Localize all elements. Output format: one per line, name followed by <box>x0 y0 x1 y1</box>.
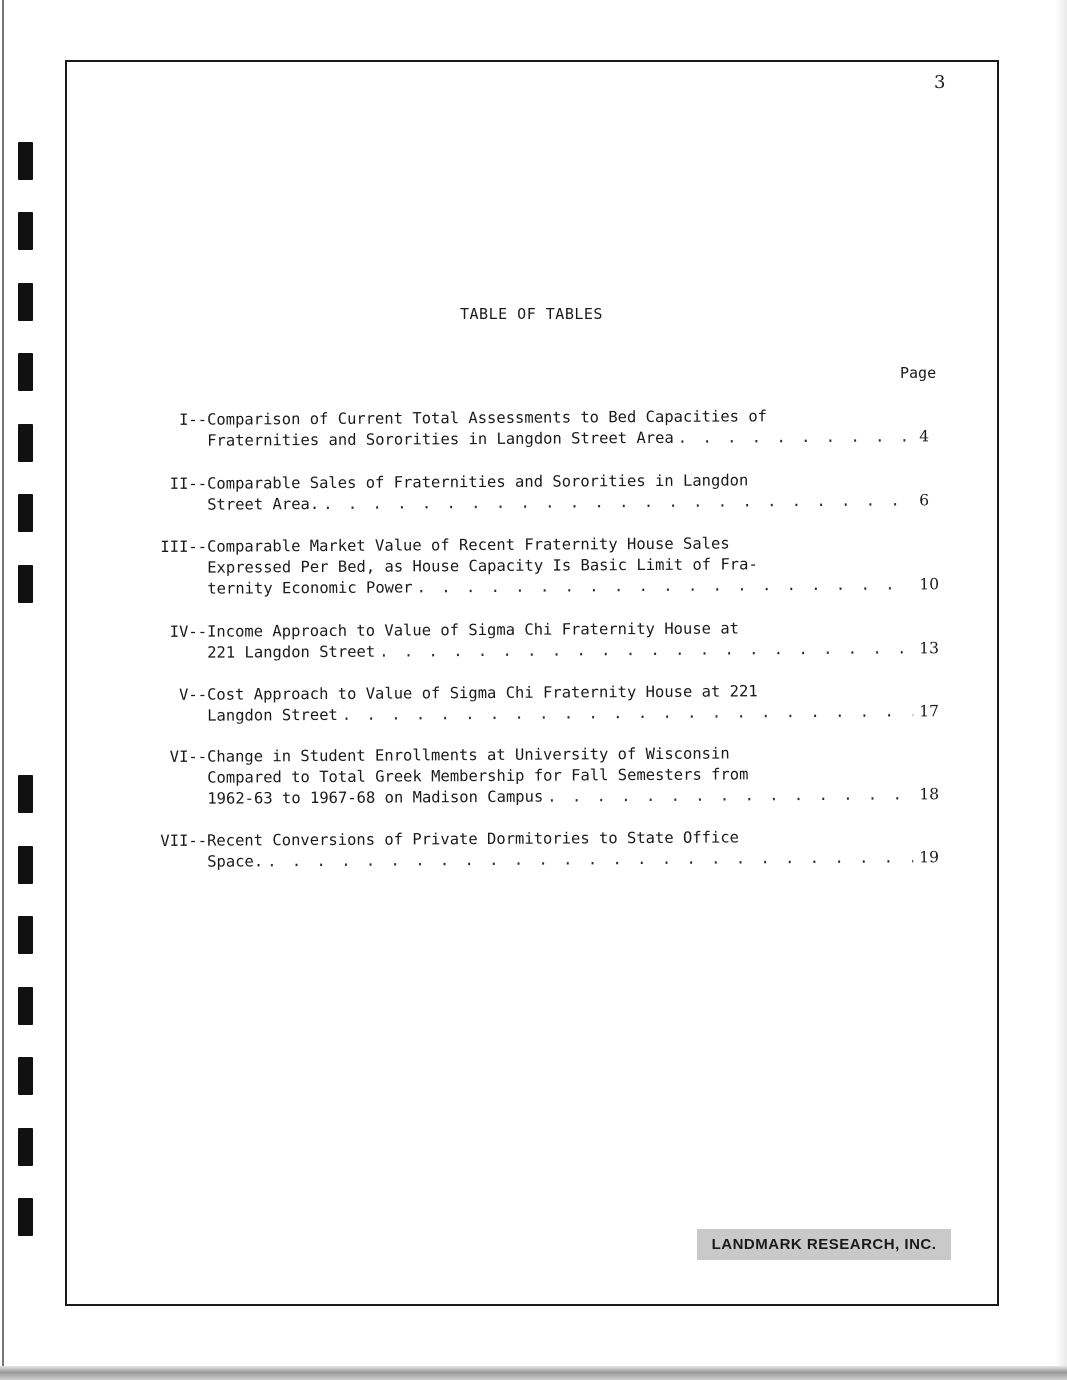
binder-punch-mark <box>18 1128 33 1166</box>
entry-title-line: Compared to Total Greek Membership for Fall Semesters from <box>207 765 749 787</box>
dot-leader <box>379 638 913 662</box>
table-numeral: IV-- <box>169 622 208 641</box>
toc-entry <box>155 826 945 873</box>
binder-punch-mark <box>18 987 33 1025</box>
entry-page-number: 17 <box>919 702 939 721</box>
entry-title-line: Space. <box>207 852 264 871</box>
dot-leader <box>417 574 914 598</box>
entry-page-number: 4 <box>919 427 930 446</box>
scan-bottom-edge <box>0 1366 1067 1380</box>
scan-right-edge <box>1055 0 1067 1380</box>
entry-page-number: 13 <box>919 639 939 658</box>
binder-punch-mark <box>18 846 33 884</box>
dot-leader <box>678 426 914 448</box>
dot-leader <box>323 490 913 515</box>
entry-title-line: Fraternities and Sororities in Langdon Street Area <box>207 428 674 450</box>
page-title: TABLE OF TABLES <box>460 305 603 323</box>
company-footer-badge <box>697 1229 951 1260</box>
entry-title-line: Street Area. <box>207 494 320 514</box>
toc-entry <box>155 680 945 727</box>
entry-title-line: Comparable Market Value of Recent Fraternity House Sales <box>207 534 730 556</box>
dot-leader <box>547 784 913 807</box>
binder-punch-mark <box>18 424 33 462</box>
binder-punch-mark <box>18 916 33 954</box>
company-name: LANDMARK RESEARCH, INC. <box>711 1236 937 1253</box>
entry-title-line: 1962-63 to 1967-68 on Madison Campus <box>207 787 544 808</box>
binder-punch-mark <box>18 775 33 813</box>
binder-punch-mark <box>18 212 33 250</box>
entry-page-number: 18 <box>919 785 940 804</box>
scan-left-edge <box>2 0 4 1370</box>
binder-punch-mark <box>18 1057 33 1095</box>
entry-page-number: 19 <box>919 848 939 867</box>
entry-title-line: Langdon Street <box>207 705 338 725</box>
entry-page-number: 6 <box>919 491 930 510</box>
toc-entry <box>155 405 945 452</box>
entry-title-line: Recent Conversions of Private Dormitories to State Office <box>207 828 740 850</box>
binder-punch-mark <box>18 353 33 391</box>
table-numeral: V-- <box>179 685 208 704</box>
table-numeral: III-- <box>160 537 208 556</box>
entry-page-number: 10 <box>919 575 940 594</box>
table-numeral: VII-- <box>160 831 208 850</box>
entry-title-line: ternity Economic Power <box>207 578 413 598</box>
toc-entry <box>155 532 945 600</box>
binder-punch-mark <box>18 283 33 321</box>
toc-entry <box>155 617 945 664</box>
table-numeral: VI-- <box>169 747 208 766</box>
entry-title-line: 221 Langdon Street <box>207 642 376 662</box>
binder-punch-mark <box>18 565 33 603</box>
binder-punch-mark <box>18 142 33 180</box>
toc-entry <box>155 742 945 810</box>
page-number: 3 <box>934 72 946 93</box>
page-column-header: Page <box>900 364 937 382</box>
table-numeral: I-- <box>179 410 208 429</box>
dot-leader <box>267 847 913 872</box>
entry-title-line: Expressed Per Bed, as House Capacity Is Basic Limit of Fra- <box>207 555 758 577</box>
entry-title-line: Cost Approach to Value of Sigma Chi Fraternity House at 221 <box>207 682 758 704</box>
entry-title-line: Comparison of Current Total Assessments to Bed Capacities of <box>207 407 768 429</box>
binder-punch-mark <box>18 1198 33 1236</box>
binder-punch-mark <box>18 494 33 532</box>
entry-title-line: Comparable Sales of Fraternities and Sororities in Langdon <box>207 471 749 493</box>
entry-title-line: Change in Student Enrollments at University of Wisconsin <box>207 744 730 766</box>
table-numeral: II-- <box>169 474 208 493</box>
dot-leader <box>342 701 913 725</box>
toc-entry <box>155 469 945 516</box>
entry-title-line: Income Approach to Value of Sigma Chi Fraternity House at <box>207 619 740 641</box>
